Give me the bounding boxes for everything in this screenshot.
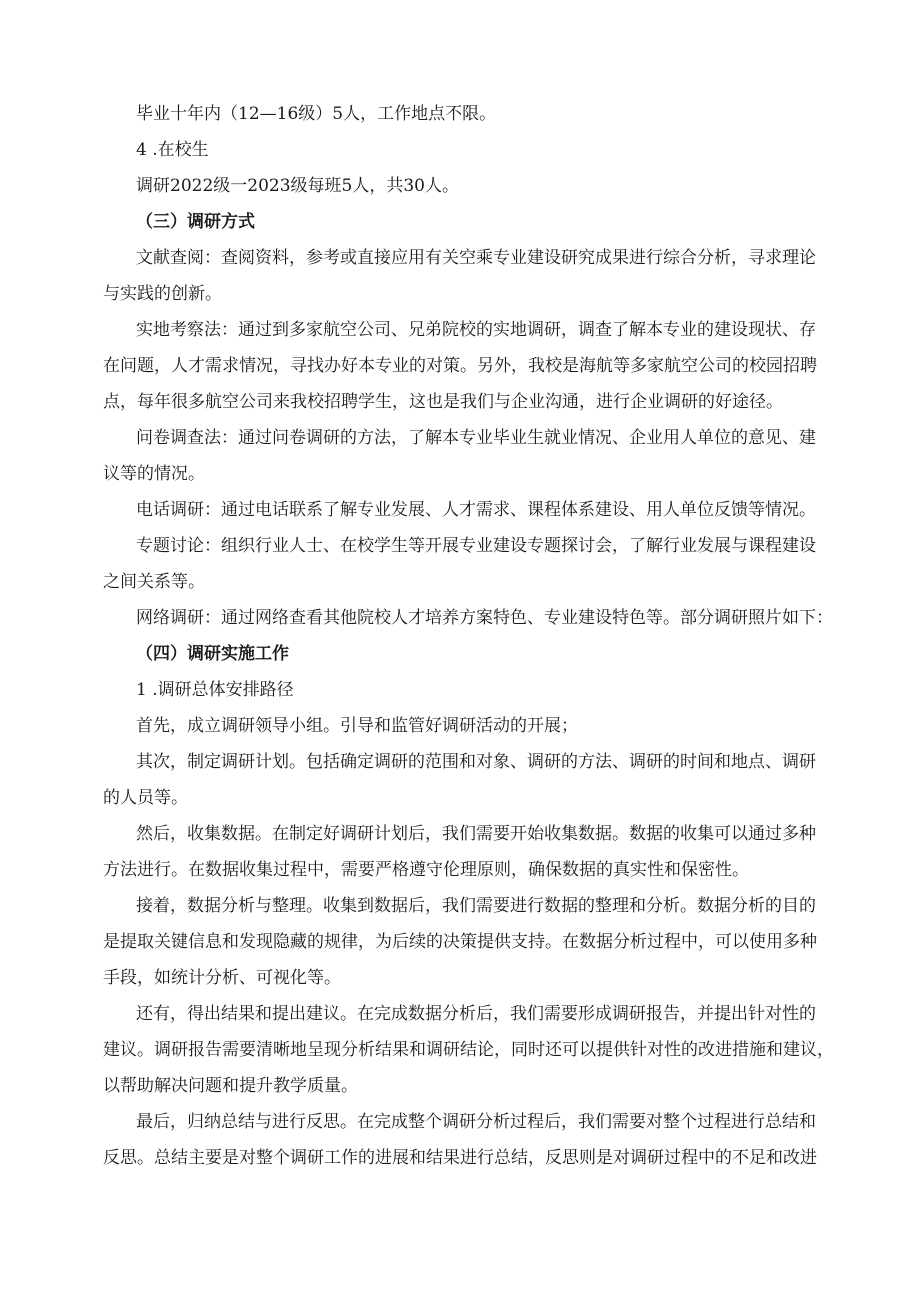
text-line: 最后，归纳总结与进行反思。在完成整个调研分析过程后，我们需要对整个过程进行总结和 <box>136 1112 816 1132</box>
text-line: 电话调研：通过电话联系了解专业发展、人才需求、课程体系建设、用人单位反馈等情况。 <box>136 500 816 520</box>
text-line: 专题讨论：组织行业人士、在校学生等开展专业建设专题探讨会，了解行业发展与课程建设 <box>136 536 816 556</box>
text-line: 是提取关键信息和发现隐藏的规律，为后续的决策提供支持。在数据分析过程中，可以使用多种 <box>103 932 817 952</box>
text-line: 4 .在校生 <box>136 140 209 160</box>
paragraph <box>103 816 823 888</box>
paragraph <box>103 1104 823 1176</box>
section-heading <box>103 636 823 672</box>
text-line: （三）调研方式 <box>136 212 255 232</box>
text-line: 然后，收集数据。在制定好调研计划后，我们需要开始收集数据。数据的收集可以通过多种 <box>136 824 816 844</box>
paragraph <box>103 240 823 312</box>
paragraph <box>103 600 833 636</box>
text-line: 在问题，人才需求情况，寻找办好本专业的对策。另外，我校是海航等多家航空公司的校园招聘 <box>103 356 817 376</box>
text-line: 网络调研：通过网络查看其他院校人才培养方案特色、专业建设特色等。部分调研照片如下： <box>136 608 833 628</box>
text-line: 点，每年很多航空公司来我校招聘学生，这也是我们与企业沟通，进行企业调研的好途径。 <box>103 392 783 412</box>
text-line: 反思。总结主要是对整个调研工作的进展和结果进行总结，反思则是对调研过程中的不足和改进 <box>103 1148 817 1168</box>
text-line: 毕业十年内（12—16级）5人，工作地点不限。 <box>136 104 497 124</box>
paragraph <box>103 708 823 744</box>
paragraph <box>103 96 823 132</box>
paragraph <box>103 888 823 996</box>
paragraph <box>103 132 823 168</box>
text-line: 议等的情况。 <box>103 464 205 484</box>
text-line: 手段，如统计分析、可视化等。 <box>103 968 341 988</box>
text-line: 首先，成立调研领导小组。引导和监管好调研活动的开展； <box>136 716 578 736</box>
text-line: 还有，得出结果和提出建议。在完成数据分析后，我们需要形成调研报告，并提出针对性的 <box>136 1004 816 1024</box>
text-line: 实地考察法：通过到多家航空公司、兄弟院校的实地调研，调查了解本专业的建设现状、存 <box>136 320 816 340</box>
text-line: 建议。调研报告需要清晰地呈现分析结果和调研结论，同时还可以提供针对性的改进措施和建议， <box>103 1040 834 1060</box>
text-line: 1 .调研总体安排路径 <box>136 680 294 700</box>
text-line: 之间关系等。 <box>103 572 205 592</box>
paragraph <box>103 528 823 600</box>
section-heading <box>103 204 823 240</box>
text-line: 调研2022级一2023级每班5人，共30人。 <box>136 176 459 196</box>
paragraph <box>103 996 834 1104</box>
paragraph <box>103 744 823 816</box>
text-line: 接着，数据分析与整理。收集到数据后，我们需要进行数据的整理和分析。数据分析的目的 <box>136 896 816 916</box>
text-line: 方法进行。在数据收集过程中，需要严格遵守伦理原则，确保数据的真实性和保密性。 <box>103 860 749 880</box>
text-line: 问卷调查法：通过问卷调研的方法，了解本专业毕业生就业情况、企业用人单位的意见、建 <box>136 428 816 448</box>
paragraph <box>103 420 823 492</box>
text-line: 与实践的创新。 <box>103 284 222 304</box>
text-line: 的人员等。 <box>103 788 188 808</box>
text-line: 以帮助解决问题和提升教学质量。 <box>103 1076 358 1096</box>
paragraph <box>103 492 823 528</box>
paragraph <box>103 168 823 204</box>
paragraph <box>103 672 823 708</box>
text-line: 其次，制定调研计划。包括确定调研的范围和对象、调研的方法、调研的时间和地点、调研 <box>136 752 816 772</box>
text-line: （四）调研实施工作 <box>136 644 289 664</box>
text-line: 文献查阅：查阅资料，参考或直接应用有关空乘专业建设研究成果进行综合分析，寻求理论 <box>136 248 816 268</box>
paragraph <box>103 312 823 420</box>
